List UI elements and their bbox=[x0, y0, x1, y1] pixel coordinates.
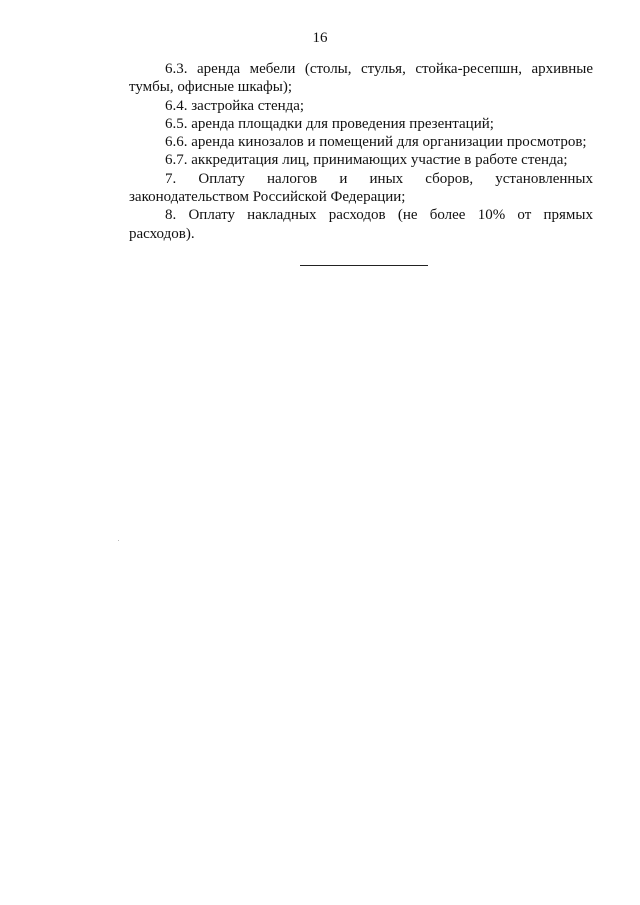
page-number: 16 bbox=[312, 30, 328, 46]
paragraph-item-6-5: 6.5. аренда площадки для проведения презентаций; bbox=[165, 115, 494, 132]
paragraph-item-6-6: 6.6. аренда кинозалов и помещений для организации просмотров; bbox=[165, 134, 587, 151]
paragraph-item-8: 8. Оплату накладных расходов (не более 10% от прямых расходов). bbox=[129, 207, 593, 242]
paragraph-item-7: 7. Оплату налогов и иных сборов, установленных законодательством Российской Федерации; bbox=[129, 170, 593, 206]
paragraph-item-6-4: 6.4. застройка стенда; bbox=[165, 97, 305, 114]
end-separator-line bbox=[300, 265, 428, 266]
scan-speck bbox=[118, 540, 119, 541]
paragraph-item-6-7: 6.7. аккредитация лиц, принимающих участие в работе стенда; bbox=[165, 152, 568, 169]
paragraph-item-6-3: 6.3. аренда мебели (столы, стулья, стойка-ресепшн, архивные тумбы, офисные шкафы); bbox=[129, 61, 593, 96]
document-body bbox=[129, 60, 593, 243]
